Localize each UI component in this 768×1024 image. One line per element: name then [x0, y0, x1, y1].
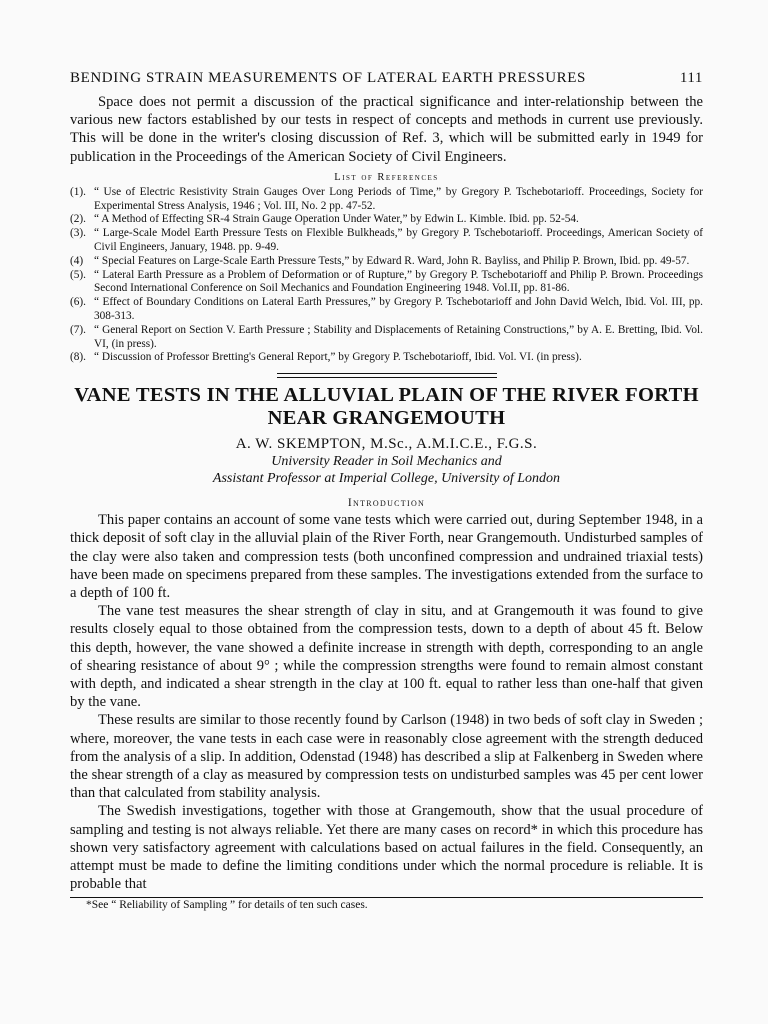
reference-item: [70, 186, 703, 214]
separator: [70, 373, 703, 378]
reference-item: [70, 213, 703, 227]
reference-item: [70, 324, 703, 352]
running-title: BENDING STRAIN MEASUREMENTS OF LATERAL EARTH PRESSURES: [70, 70, 586, 86]
reference-item: [70, 227, 703, 255]
running-head: [70, 70, 703, 87]
article-author: A. W. SKEMPTON, M.Sc., A.M.I.C.E., F.G.S.: [235, 436, 538, 453]
reference-text: “ A Method of Effecting SR-4 Strain Gauge Operation Under Water,” by Edwin L. Kimble. Ibid. pp. 52-54.: [94, 213, 579, 226]
reference-number: (4): [70, 254, 84, 267]
reference-text: “ General Report on Section V. Earth Pressure ; Stability and Displacements of Retaining Constructions,” by A. E. Bretting, Ibid. Vol. VI, (in press).: [94, 323, 703, 350]
reference-number: (5).: [70, 268, 86, 281]
reference-number: (2).: [70, 213, 86, 226]
section-heading: Introduction: [347, 497, 426, 510]
author-affiliation: [70, 453, 703, 487]
references-list: [70, 186, 703, 365]
reference-number: (1).: [70, 185, 86, 198]
body-paragraph: The Swedish investigations, together with those at Grangemouth, show that the usual procedure of sampling and testing is not always reliable. Yet there are many cases on record* in which this procedure has shown very satisfactory agreement with calculations based on actual failures in the field. Consequently, an attempt must be made to define the limiting conditions under which the normal procedure is reliable. It is probable that: [70, 803, 703, 893]
reference-text: “ Lateral Earth Pressure as a Problem of Deformation or of Rupture,” by Gregory P. Tschebotarioff and Philip P. Brown. Proceedings Second International Conference on Soil Mechanics and Foundation Engineering 1948. Vol.II, pp. 81-86.: [94, 268, 703, 295]
double-rule: [277, 373, 497, 378]
body-paragraph: The vane test measures the shear strength of clay in situ, and at Grangemouth it was found to give results closely equal to those obtained from the compression tests, down to a depth of about 45 ft. Below this depth, however, the vane showed a definite increase in strength with depth, corresponding to an angle of shearing resistance of about 9° ; while the compression strengths were found to remain almost constant with depth, and indicated a shear strength in the clay at 100 ft. equal to rather less than one-half that given by the vane.: [70, 603, 703, 711]
page-number: 111: [679, 70, 703, 86]
intro-paragraph: Space does not permit a discussion of the practical significance and inter-relationship between the various new factors established by our tests in respect of concepts and methods in current use previously. This will be done in the writer's closing discussion of Ref. 3, which will be submitted early in 1949 for publication in the Proceedings of the American Society of Civil Engineers.: [70, 94, 703, 165]
reference-item: [70, 255, 703, 269]
reference-item: [70, 351, 703, 365]
reference-text: “ Effect of Boundary Conditions on Lateral Earth Pressures,” by Gregory P. Tschebotarioff and John David Welch, Ibid. Vol. III, pp. 308-313.: [94, 296, 703, 322]
article-title-line: VANE TESTS IN THE ALLUVIAL PLAIN OF THE RIVER FORTH: [74, 384, 699, 407]
article-title: [70, 384, 703, 430]
reference-text: “ Large-Scale Model Earth Pressure Tests on Flexible Bulkheads,” by Gregory P. Tschebotarioff. Proceedings, American Society of Civil Engineers, January, 1948. pp. 9-49.: [94, 227, 703, 253]
reference-item: [70, 269, 703, 297]
reference-text: “ Special Features on Large-Scale Earth Pressure Tests,” by Edward R. Ward, John R. Bayliss, and Philip P. Brown, Ibid. pp. 49-57.: [94, 254, 690, 267]
reference-number: (3).: [70, 227, 86, 240]
footnote-rule: [70, 897, 703, 898]
body-paragraph: These results are similar to those recently found by Carlson (1948) in two beds of soft clay in Sweden ; where, moreover, the vane tests in each case were in reasonably close agreement with the strength deduced from the analysis of a slip. In addition, Odenstad (1948) has described a slip at Falkenberg in Sweden where the shear strength of a clay as measured by compression tests on undisturbed samples was 45 per cent lower than that calculated from stability analysis.: [70, 712, 703, 802]
paper-page: [70, 70, 703, 911]
reference-item: [70, 296, 703, 324]
references-title: List of References: [334, 171, 439, 183]
reference-number: (7).: [70, 323, 86, 336]
affiliation-line: Assistant Professor at Imperial College, University of London: [212, 471, 561, 487]
reference-number: (8).: [70, 351, 86, 364]
body-paragraph: This paper contains an account of some vane tests which were carried out, during September 1948, in a thick deposit of soft clay in the alluvial plain of the River Forth, near Grangemouth. Undisturbed samples of the clay were also taken and compression tests (both unconfined compression and undrained triaxial tests) have been made on specimens prepared from these samples. The investigations extended from the surface to a depth of 100 ft.: [70, 512, 703, 601]
reference-text: “ Discussion of Professor Bretting's General Report,” by Gregory P. Tschebotarioff, Ibid. Vol. VI. (in press).: [94, 351, 582, 364]
reference-number: (6).: [70, 296, 86, 309]
footnote: *See “ Reliability of Sampling ” for details of ten such cases.: [86, 899, 368, 912]
article-title-line: NEAR GRANGEMOUTH: [267, 407, 506, 430]
affiliation-line: University Reader in Soil Mechanics and: [271, 454, 502, 470]
reference-text: “ Use of Electric Resistivity Strain Gauges Over Long Periods of Time,” by Gregory P. Tschebotarioff. Proceedings, Society for Experimental Stress Analysis, 1946 ; Vol. III, No. 2 pp. 47-52.: [94, 185, 703, 212]
